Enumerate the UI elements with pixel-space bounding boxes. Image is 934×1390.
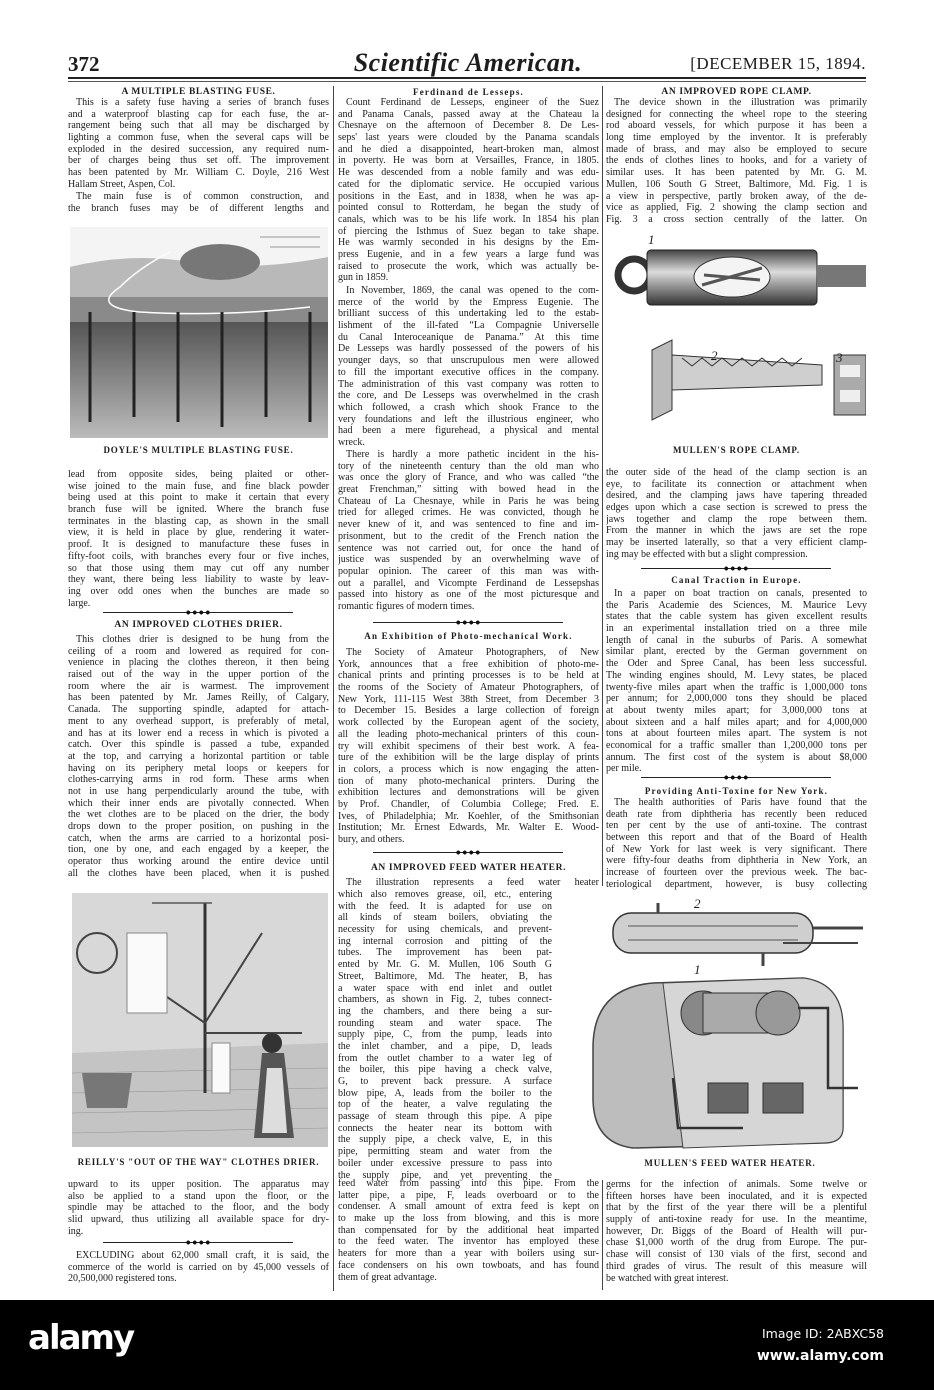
- text-line: teriological department, however, is busy collecting: [606, 878, 867, 890]
- text-line: cated for the diplomatic service. He occupied various: [338, 178, 599, 190]
- text-line: The Society of Amateur Photographers, of New: [346, 647, 599, 658]
- text-line: seps' last years were clouded by the Panama scandals: [338, 132, 599, 144]
- text-line: has been patented by Mr. William C. Doyle, 216 West: [68, 167, 329, 179]
- text-line: were fifty-four deaths from diphtheria in New York, an: [606, 855, 867, 867]
- page-number: 372: [68, 52, 100, 76]
- text-line: tion, one by one, and each engaged by a keeper, the: [68, 844, 329, 856]
- text-line: of New York for last week is very significant. There: [606, 843, 867, 855]
- text-line: gun in 1859.: [338, 272, 389, 284]
- article-paragraph: [606, 797, 867, 891]
- text-line: lighting a common fuse, when the several caps will be: [68, 132, 329, 144]
- text-line: In November, 1869, the canal was opened to the com-: [346, 285, 599, 296]
- text-line: the branch fuses may be of different lengths and: [68, 202, 329, 214]
- text-line: to fill the important executive offices in the company.: [338, 366, 599, 378]
- text-line: was once the glory of France, and who was called “the: [338, 472, 599, 484]
- text-line: ture of the exhibition will be the large display of prints: [338, 752, 599, 764]
- text-line: clothes-carrying arms in rod form. These arms when: [68, 774, 329, 786]
- text-line: be watched with great interest.: [606, 1272, 729, 1284]
- text-line: chambers, as shown in Fig. 2, tubes connect-: [338, 994, 552, 1006]
- rope-clamp-illustration: [612, 240, 866, 435]
- text-line: du Canal Interoceanique de Panama.” At this time: [338, 331, 599, 343]
- text-line: desired, and the clamping jaws have tapering threaded: [606, 490, 867, 502]
- text-line: proof. It is designed to manufacture these fuses in: [68, 539, 329, 551]
- text-line: rangement being such that all may be discharged by: [68, 120, 329, 132]
- text-line: popular opinion. The career of this man was with-: [338, 565, 599, 577]
- text-line: Street, Baltimore, Md. The heater, B, has: [338, 970, 552, 982]
- text-line: try will exhibit specimens of their best work. A fea-: [338, 740, 599, 752]
- figure-caption: MULLEN'S FEED WATER HEATER.: [644, 1158, 816, 1168]
- text-line: Mullen, 106 South G Street, Baltimore, Md. Fig. 1 is: [606, 178, 867, 190]
- text-line: lead from opposite sides, being plaited or other-: [68, 469, 329, 480]
- text-line: operator thus working around the entire device until: [68, 856, 329, 868]
- text-line: eye, to facilitate its connection or attachment when: [606, 478, 867, 490]
- figure-caption: REILLY'S "OUT OF THE WAY" CLOTHES DRIER.: [77, 1157, 320, 1167]
- text-line: catch. Over this spindle is passed a tube, expanded: [68, 739, 329, 751]
- issue-date: [DECEMBER 15, 1894.: [690, 54, 866, 73]
- column-rule: [333, 86, 334, 1291]
- text-line: per mile.: [606, 763, 642, 775]
- text-line: wise joined to the main fuse, and fine black powder: [68, 480, 329, 492]
- text-line: chanical prints and printing processes is to be held at: [338, 670, 599, 682]
- text-line: lishment of the ill-fated “La Compagnie Universelle: [338, 320, 599, 332]
- text-line: never knew of it, and was sentenced to fine and im-: [338, 519, 599, 531]
- text-line: and a waterproof blasting cap for each fuse, the ar-: [68, 108, 329, 120]
- text-line: This clothes drier is designed to be hung from the: [76, 634, 329, 645]
- text-line: ing the chambers, and there being a sur-: [338, 1005, 552, 1017]
- text-line: long time employed by the inventor. It is preferably: [606, 132, 867, 144]
- article-paragraph: [68, 191, 329, 214]
- text-line: similar uses. It has been patented by Mr. G. M.: [606, 167, 867, 179]
- article-paragraph: [606, 1179, 867, 1284]
- text-line: between this report and that of the Board of Health: [606, 832, 867, 844]
- text-line: sentence was not carried out, for once the hand of: [338, 542, 599, 554]
- text-line: states that the cable system has given excellent results: [606, 611, 867, 623]
- text-line: branch fuse will be ignited. Where the branch fuse: [68, 504, 329, 516]
- text-line: raised to prosecute the work, which was actually be-: [338, 260, 599, 272]
- text-line: the boiler, this pipe having a check valve,: [338, 1064, 552, 1076]
- text-line: brilliant success of this undertaking led to the estab-: [338, 308, 599, 320]
- text-line: vice as applied, Fig. 2 showing the clamp section and: [606, 202, 867, 214]
- text-line: the rooms of the Society of Amateur Photographers, of: [338, 682, 599, 694]
- article-title: AN IMPROVED CLOTHES DRIER.: [114, 620, 283, 630]
- text-line: with the feed. It is adapted for use on: [338, 900, 552, 912]
- text-line: The administration of this vast company was rotten to: [338, 378, 599, 390]
- text-line: exploded in the desired succession, any required num-: [68, 143, 329, 155]
- article-paragraph: [68, 1179, 329, 1237]
- text-line: raised out of the way in the upper portion of the: [68, 669, 329, 681]
- text-line: they want, there being less liability to waste by leav-: [68, 574, 329, 586]
- text-line: The illustration represents a feed water heater: [346, 877, 599, 888]
- text-line: justice was suspended by an overwhelming wave of: [338, 554, 599, 566]
- text-line: supply pipe, C, from the pump, leads into: [338, 1029, 552, 1041]
- text-line: ing internal corrosion and pitting of the: [338, 935, 552, 947]
- text-line: supply of anti-toxine ready for use. In the meantime,: [606, 1214, 867, 1226]
- text-line: had been a mere figurehead, a physical and mental: [338, 425, 599, 437]
- text-line: great Frenchman,” sitting with bowed head in the: [338, 484, 599, 496]
- text-line: by Prof. Chandler, of Columbia College; Fred. E.: [338, 798, 599, 810]
- text-line: the supply pipe, a check valve, E, in this: [338, 1134, 552, 1146]
- article-paragraph: [606, 467, 867, 561]
- text-line: ber of charges being thus set off. The improvement: [68, 155, 329, 167]
- text-line: Canada. The supporting spindle, adapted for attach-: [68, 704, 329, 716]
- section-divider: [641, 777, 831, 778]
- text-line: commerce of the world is carried on by 45,000 vessels of: [68, 1261, 329, 1273]
- article-paragraph: [338, 97, 599, 284]
- shipping-note: [68, 1250, 329, 1285]
- text-line: edges upon which a case section is screwed to press the: [606, 502, 867, 514]
- text-line: similar plant, erected by the German government on: [606, 646, 867, 658]
- text-line: to December 15. Besides a large collection of foreign: [338, 705, 599, 717]
- text-line: blow pipe, A, leads from the boiler to the: [338, 1087, 552, 1099]
- text-line: which also removes grease, oil, etc., entering: [338, 889, 552, 900]
- text-line: latter pipe, a pipe, F, leads overboard or to the: [338, 1189, 599, 1201]
- text-line: merce of the world by the Empress Eugenie. The: [338, 296, 599, 308]
- article-title: A MULTIPLE BLASTING FUSE.: [121, 87, 276, 97]
- text-line: tried for alleged crimes. He was convicted, though he: [338, 507, 599, 519]
- text-line: per annum; for 2,000,000 tons they should be placed: [606, 693, 867, 705]
- text-line: so that those using them may cut off any number: [68, 562, 329, 574]
- text-line: fifty-foot coils, with branches every four or five inches,: [68, 550, 329, 562]
- text-line: Chesnaye on the afternoon of December 8. De Les-: [338, 120, 599, 132]
- text-line: upward to its upper position. The apparatus may: [68, 1179, 329, 1190]
- text-line: ment to any overhead support, is preferably of metal,: [68, 715, 329, 727]
- text-line: all kinds of steam boilers, obviating the: [338, 912, 552, 924]
- text-line: Chateau of La Chesnaye, while in Paris he was being: [338, 495, 599, 507]
- text-line: length of canal in the suburbs of Paris. A somewhat: [606, 634, 867, 646]
- text-line: the wet clothes are to be placed on the drier, the body: [68, 809, 329, 821]
- text-line: ented by Mr. G. M. Mullen, 106 South G: [338, 959, 552, 971]
- section-divider: [373, 622, 563, 623]
- text-line: tory of the nineteenth century than the old man who: [338, 460, 599, 472]
- text-line: also be applied to a stand upon the floor, or the: [68, 1190, 329, 1202]
- text-line: rod aboard vessels, for which purpose it has been a: [606, 120, 867, 132]
- text-line: a view in perspective, partly broken away, of the de-: [606, 190, 867, 202]
- text-line: Institution; Mr. Ernest Edwards, Mr. Walter E. Wood-: [338, 822, 599, 834]
- text-line: third grades of virus. The result of this measure will: [606, 1260, 867, 1272]
- text-line: the outer side of the head of the clamp section is an: [606, 467, 867, 478]
- section-divider: [641, 568, 831, 569]
- text-line: has been patented by Mr. James Reilly, of Calgary,: [68, 692, 329, 704]
- text-line: however, Dr. Biggs of the Board of Health will pur-: [606, 1225, 867, 1237]
- text-line: work collected by the European agent of the society,: [338, 717, 599, 729]
- article-title: Ferdinand de Lesseps.: [413, 87, 524, 97]
- article-paragraph: [68, 634, 329, 879]
- feed-water-heater-illustration: [573, 898, 866, 1158]
- text-line: drops down to the proper position, on pushing in the: [68, 821, 329, 832]
- text-line: having on its periphery metal loops or keepers for: [68, 762, 329, 774]
- text-line: heaters for more than a year with boilers using sur-: [338, 1248, 599, 1260]
- text-line: from the outlet chamber to a water leg of: [338, 1052, 552, 1064]
- text-line: passage of steam through this pipe. A pipe: [338, 1111, 552, 1123]
- text-line: necessity for using chemicals, and prevent-: [338, 924, 552, 936]
- article-paragraph: [68, 97, 329, 191]
- text-line: spindle may be attached to the floor, and the body: [68, 1202, 329, 1214]
- text-line: large.: [68, 597, 91, 609]
- text-line: The main fuse is of common construction, and: [76, 191, 329, 202]
- text-line: positions in the East, and in 1838, when he was ap-: [338, 190, 599, 202]
- text-line: all the clothes have been placed, when it is pushed: [68, 867, 329, 879]
- text-line: increase of fourteen over the previous week. The bac-: [606, 867, 867, 879]
- article-paragraph: [338, 647, 599, 846]
- article-title: An Exhibition of Photo-mechanical Work.: [364, 631, 573, 641]
- text-line: all the leading photo-mechanical printers of this coun-: [338, 728, 599, 740]
- text-line: terminates in the blasting cap, as shown in the small: [68, 515, 329, 527]
- clothes-drier-illustration: [72, 893, 328, 1147]
- column-rule: [602, 86, 603, 886]
- article-paragraph: [338, 889, 552, 1181]
- text-line: pipe, permitting steam and water from the: [338, 1146, 552, 1158]
- text-line: press Eugenie, and in a few years a large fund was: [338, 248, 599, 260]
- text-line: the Oder and Spree Canal, has been less successful.: [606, 658, 867, 670]
- text-line: venience in placing the clothes thereon, it then being: [68, 657, 329, 669]
- text-line: at the top, and carrying a horizontal partition or table: [68, 750, 329, 762]
- text-line: twenty-five miles apart when the traffic is 1,000,000 tons: [606, 681, 867, 693]
- text-line: than compensated for by the additional heat imparted: [338, 1224, 599, 1236]
- text-line: He was warmly seconded in his designs by the Em-: [338, 237, 599, 249]
- text-line: There is hardly a more pathetic incident in the his-: [346, 449, 599, 460]
- text-line: and he died a disappointed, heart-broken man, almost: [338, 143, 599, 155]
- figure-caption: MULLEN'S ROPE CLAMP.: [673, 445, 800, 455]
- text-line: annum. The first cost of the system is about $8,000: [606, 751, 867, 763]
- text-line: room where the air is warmest. The improvement: [68, 680, 329, 692]
- alamy-logo: alamy: [28, 1318, 134, 1358]
- text-line: wreck.: [338, 436, 365, 448]
- text-line: New York, 111-115 West 38th Street, from December 3: [338, 693, 599, 705]
- image-id: Image ID: 2ABXC58: [762, 1326, 884, 1341]
- text-line: tion of many photo-mechanical printers. During the: [338, 775, 599, 787]
- text-line: the Paris Academie des Sciences, M. Maurice Levy: [606, 599, 867, 611]
- text-line: may be inserted laterally, so that a very efficient clamp-: [606, 537, 867, 549]
- text-line: the core, and De Lesseps was overwhelmed in the crash: [338, 390, 599, 402]
- text-line: which their inner ends are pivotally connected. When: [68, 797, 329, 809]
- text-line: Count Ferdinand de Lesseps, engineer of the Suez: [346, 97, 599, 108]
- watermark-bar: [0, 1300, 934, 1390]
- watermark-url[interactable]: www.alamy.com: [756, 1348, 884, 1364]
- text-line: exhibition lectures and demonstrations will be given: [338, 787, 599, 799]
- text-line: made of brass, and may also be employed to secure: [606, 143, 867, 155]
- text-line: younger days, so that unscrupulous men were allowed: [338, 355, 599, 367]
- text-line: fifteen horses have been inoculated, and it is expected: [606, 1190, 867, 1202]
- text-line: From the manner in which the jaws are set the rope: [606, 525, 867, 537]
- text-line: bury, and others.: [338, 834, 405, 845]
- text-line: Hallam Street, Aspen, Col.: [68, 178, 176, 190]
- text-line: in poverty. He was born at Versailles, France, in 1805.: [338, 155, 599, 167]
- text-line: a water space with end inlet and outlet: [338, 982, 552, 994]
- section-divider: [103, 1242, 293, 1243]
- text-line: He was descended from a noble family and was edu-: [338, 167, 599, 179]
- text-line: EXCLUDING about 62,000 small craft, it is said, the: [76, 1250, 329, 1261]
- blasting-fuse-illustration: [70, 227, 328, 438]
- text-line: to the feed water. The inventor has employed these: [338, 1236, 599, 1248]
- article-paragraph: [338, 877, 599, 889]
- text-line: about sixteen and a half miles apart; and for 4,000,000: [606, 716, 867, 728]
- masthead: Scientific American.: [353, 48, 583, 77]
- text-line: pointed consul to Rotterdam, he began the study of: [338, 202, 599, 214]
- text-line: them of great advantage.: [338, 1271, 437, 1283]
- text-line: to make up the loss from blowing, and this is more: [338, 1213, 599, 1225]
- text-line: prisonment, but to the credit of the French nation the: [338, 530, 599, 542]
- text-line: 20,500,000 registered tons.: [68, 1273, 177, 1285]
- article-title: AN IMPROVED FEED WATER HEATER.: [370, 863, 567, 873]
- section-divider: [373, 852, 563, 853]
- text-line: catch, when the arms are carried to a horizontal posi-: [68, 832, 329, 844]
- text-line: feed water from passing into this pipe. From the: [338, 1178, 599, 1189]
- article-title: AN IMPROVED ROPE CLAMP.: [661, 87, 812, 97]
- text-line: York, announces that a free exhibition of photo-me-: [338, 658, 599, 670]
- text-line: face condensers on his own towboats, and has found: [338, 1259, 599, 1271]
- text-line: in an experimental installation tried on a three mile: [606, 623, 867, 635]
- article-paragraph: [606, 588, 867, 775]
- text-line: ceiling of a room and lowered as required for con-: [68, 645, 329, 657]
- text-line: economical for a traffic smaller than 1,200,000 tons per: [606, 739, 867, 751]
- text-line: and Panama Canals, passed away at the Chateau la: [338, 108, 599, 120]
- text-line: canals, which was to be his life work. In 1854 his plan: [338, 213, 599, 225]
- text-line: G, to prevent back pressure. A surface: [338, 1076, 552, 1087]
- text-line: De Lesseps was hardly possessed of the powers of his: [338, 343, 599, 355]
- text-line: tubes. The improvement has been pat-: [338, 947, 552, 959]
- figure-label: 2: [711, 348, 718, 363]
- text-line: tons at about fourteen miles apart. The system is not: [606, 728, 867, 740]
- header-rule-thin: [68, 81, 866, 82]
- text-line: view, it is held in place by glue, rendering it water-: [68, 527, 329, 539]
- text-line: Ives, of Philadelphia; Mr. Koehler, of the Smithsonian: [338, 810, 599, 822]
- text-line: that by the first of the year there will be a plentiful: [606, 1202, 867, 1214]
- text-line: death rate from diphtheria has recently been reduced: [606, 808, 867, 820]
- section-divider: [103, 612, 293, 613]
- article-paragraph: [338, 449, 599, 613]
- article-title: Providing Anti-Toxine for New York.: [644, 786, 829, 796]
- text-line: chase will consist of 130 vials of the first, second and: [606, 1249, 867, 1261]
- text-line: very foundations and left the illustrious engineer, who: [338, 413, 599, 425]
- text-line: designed for connecting the wheel rope to the steering: [606, 108, 867, 120]
- text-line: ing over odd ones when the bunches are made so: [68, 585, 329, 597]
- text-line: boiler under excessive pressure to pass into: [338, 1157, 552, 1169]
- figure-label: 1: [648, 232, 655, 247]
- text-line: condenser. A small amount of extra feed is kept on: [338, 1201, 599, 1213]
- text-line: This is a safety fuse having a series of branch fuses: [76, 97, 329, 108]
- article-paragraph: [338, 1178, 599, 1283]
- text-line: chase $1,000 worth of the drug from Europe. The pur-: [606, 1237, 867, 1249]
- article-paragraph: [606, 97, 867, 226]
- text-line: The device shown in the illustration was primarily: [614, 97, 867, 108]
- article-paragraph: [338, 285, 599, 449]
- text-line: ing may be effected with but a slight compression.: [606, 548, 808, 560]
- text-line: passed into history as one of the most picturesque and: [338, 589, 599, 601]
- text-line: not in use hang perpendicularly around the tube, with: [68, 785, 329, 797]
- text-line: The winding engines should, M. Levy states, be placed: [606, 669, 867, 681]
- text-line: In a paper on boat traction on canals, presented to: [614, 588, 867, 599]
- figure-label: 1: [694, 962, 701, 977]
- text-line: slid upward, thus utilizing all available space for dry-: [68, 1214, 329, 1226]
- text-line: in colors, a process which is now engaging the atten-: [338, 763, 599, 775]
- text-line: top of the heater, a valve regulating the: [338, 1099, 552, 1111]
- figure-label: 2: [694, 896, 701, 911]
- text-line: connects the heater near its bottom with: [338, 1122, 552, 1134]
- text-line: the inlet chamber, and a pipe, D, leads: [338, 1040, 552, 1052]
- text-line: The health authorities of Paris have found that the: [614, 797, 867, 808]
- column-rule: [602, 1180, 603, 1290]
- text-line: jaws together and clamp the rope between them.: [606, 513, 867, 525]
- text-line: which followed, a crash which shook France to the: [338, 401, 599, 413]
- text-line: of piercing the Isthmus of Suez began to take shape.: [338, 225, 599, 237]
- text-line: being used at this point to make it certain that every: [68, 492, 329, 504]
- header-rule: [68, 77, 866, 79]
- text-line: ten per cent by the use of anti-toxine. The contrast: [606, 820, 867, 832]
- article-title: Canal Traction in Europe.: [671, 575, 802, 585]
- text-line: the supply pipe, and yet preventing the: [338, 1169, 552, 1181]
- text-line: rounding steam and water space. The: [338, 1017, 552, 1029]
- figure-label: 3: [836, 350, 843, 365]
- text-line: out a parallel, and Vicompte Ferdinand de Lessepshas: [338, 577, 599, 589]
- text-line: at about twenty miles apart; for 3,000,000 tons at: [606, 704, 867, 716]
- text-line: and has at its lower end a recess in which is pivoted a: [68, 727, 329, 739]
- text-line: the ends of clothes lines to hooks, and for a variety of: [606, 155, 867, 167]
- text-line: Fig. 3 a cross section centrally of the latter. On: [606, 213, 867, 225]
- figure-caption: DOYLE'S MULTIPLE BLASTING FUSE.: [103, 445, 294, 455]
- article-paragraph: [68, 469, 329, 609]
- text-line: romantic figures of modern times.: [338, 600, 475, 612]
- text-line: germs for the infection of animals. Some twelve or: [606, 1179, 867, 1190]
- text-line: ing.: [68, 1225, 84, 1237]
